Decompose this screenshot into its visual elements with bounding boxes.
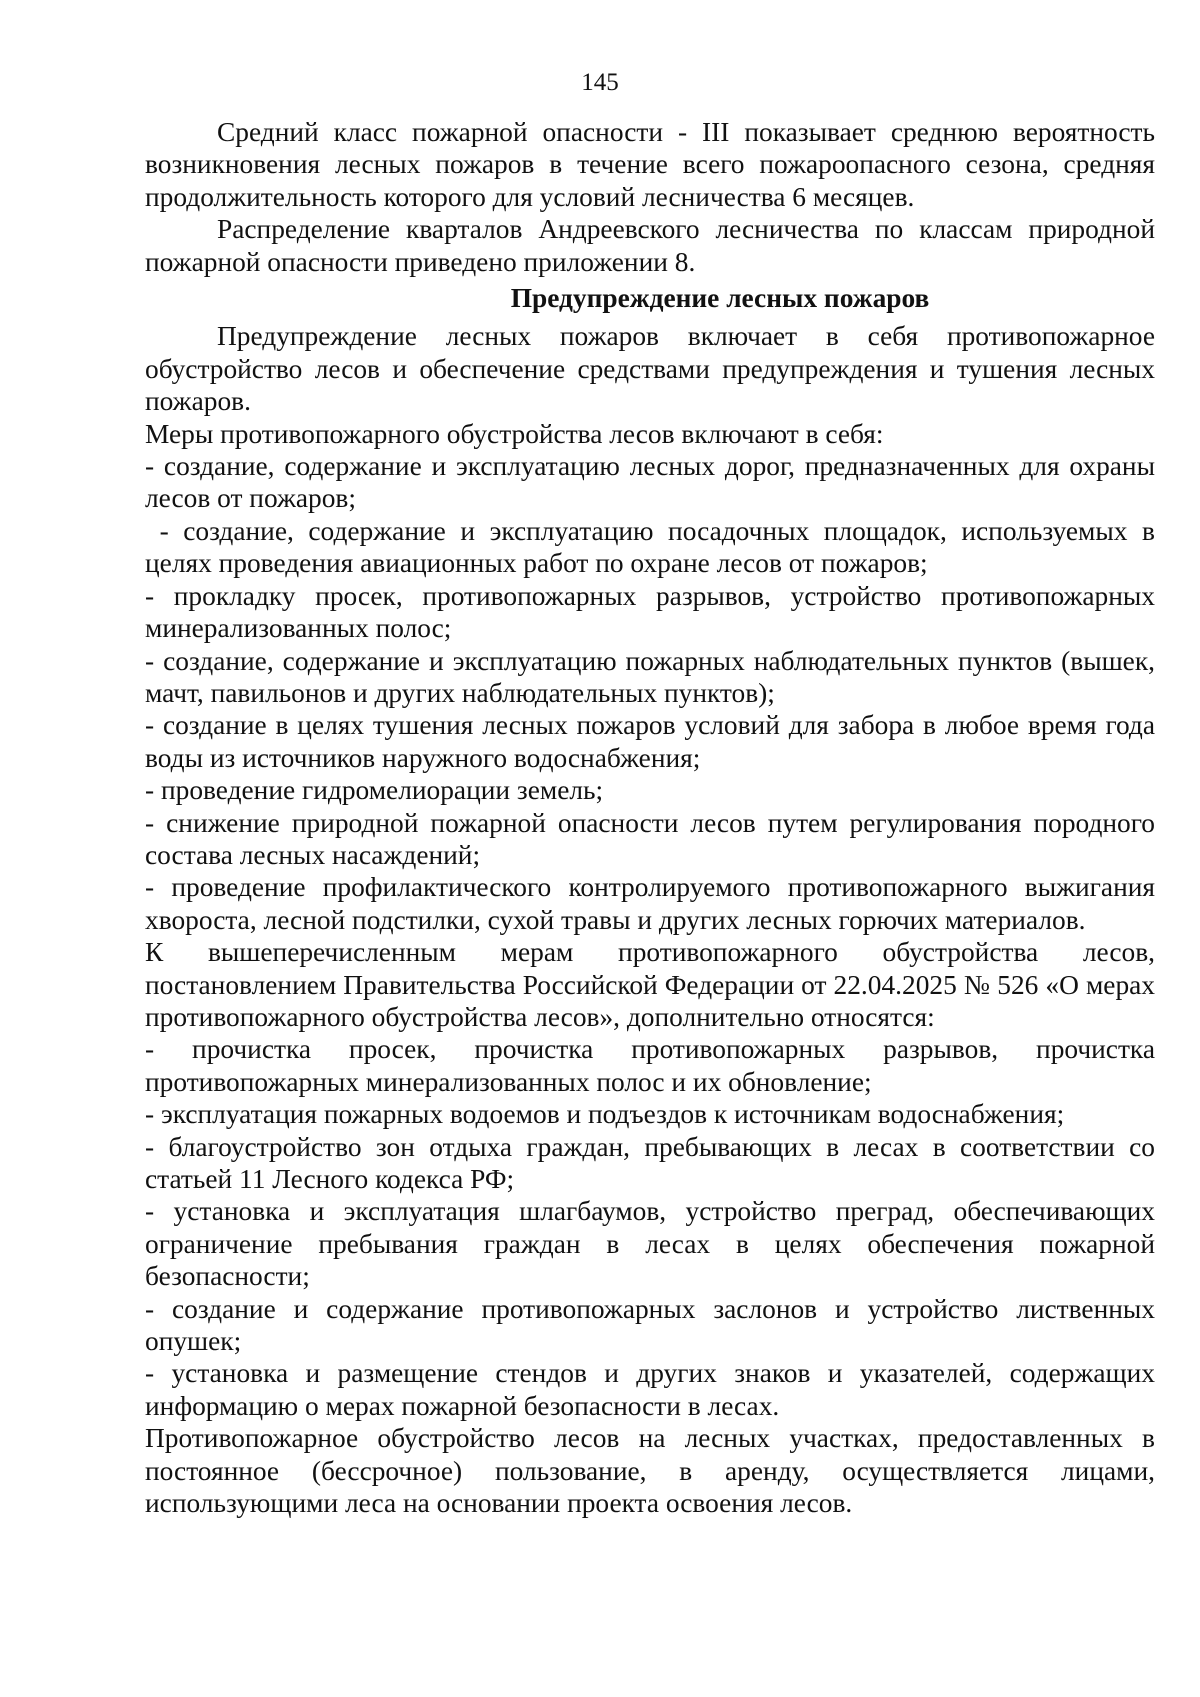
list-item-species-composition: - снижение природной пожарной опасности лесов путем регулирования породного состава лесных насаждений; bbox=[145, 807, 1155, 870]
intro-paragraph-fire-class: Средний класс пожарной опасности - III показывает среднюю вероятность возникновения лесных пожаров в течение всего пожароопасного сезона, средняя продолжительность которого для условий лесничества 6 месяцев. bbox=[145, 117, 1155, 212]
body-paragraph-measures-intro: Меры противопожарного обустройства лесов включают в себя: bbox=[145, 418, 884, 449]
list-item-barriers: - установка и эксплуатация шлагбаумов, устройство преград, обеспечивающих ограничение пребывания граждан в лесах в целях обеспечения пожарной безопасности; bbox=[145, 1196, 1155, 1292]
list-item-controlled-burning: - проведение профилактического контролируемого противопожарного выжигания хвороста, лесной подстилки, сухой травы и других лесных горючих материалов. bbox=[145, 872, 1155, 935]
list-item-water-supply: - создание в целях тушения лесных пожаров условий для забора в любое время года воды из источников наружного водоснабжения; bbox=[145, 710, 1155, 773]
section-heading: Предупреждение лесных пожаров bbox=[510, 283, 930, 314]
list-item-roads: - создание, содержание и эксплуатацию лесных дорог, предназначенных для охраны лесов от пожаров; bbox=[145, 451, 1155, 514]
list-item-hydromelioration: - проведение гидромелиорации земель; bbox=[145, 775, 604, 806]
list-item-clearings: - прокладку просек, противопожарных разрывов, устройство противопожарных минерализованных полос; bbox=[145, 580, 1155, 644]
list-item-landing-sites: - создание, содержание и эксплуатацию посадочных площадок, используемых в целях проведения авиационных работ по охране лесов от пожаров; bbox=[145, 515, 1162, 579]
intro-paragraph-distribution: Распределение кварталов Андреевского лесничества по классам природной пожарной опасности приведено приложении 8. bbox=[145, 214, 1155, 277]
list-item-observation-posts: - создание, содержание и эксплуатацию пожарных наблюдательных пунктов (вышек, мачт, павильонов и других наблюдательных пунктов); bbox=[145, 645, 1155, 708]
list-item-fire-screens: - создание и содержание противопожарных заслонов и устройство лиственных опушек; bbox=[145, 1293, 1155, 1357]
list-item-recreation-zones: - благоустройство зон отдыха граждан, пребывающих в лесах в соответствии со статьей 11 Лесного кодекса РФ; bbox=[145, 1131, 1155, 1194]
list-item-fire-ponds: - эксплуатация пожарных водоемов и подъездов к источникам водоснабжения; bbox=[145, 1099, 1065, 1130]
body-paragraph-resolution: К вышеперечисленным мерам противопожарного обустройства лесов, постановлением Правительства Российской Федерации от 22.04.2025 № 526 «О мерах противопожарного обустройства лесов», дополнительно относятся: bbox=[145, 937, 1155, 1032]
body-paragraph-leased-plots: Противопожарное обустройство лесов на лесных участках, предоставленных в постоянное (бессрочное) пользование, в аренду, осуществляется лицами, использующими леса на основании проекта освоения лесов. bbox=[145, 1423, 1155, 1519]
page-number: 145 bbox=[581, 69, 619, 96]
list-item-signs: - установка и размещение стендов и других знаков и указателей, содержащих информацию о мерах пожарной безопасности в лесах. bbox=[145, 1358, 1155, 1421]
body-paragraph-prevention: Предупреждение лесных пожаров включает в себя противопожарное обустройство лесов и обеспечение средствами предупреждения и тушения лесных пожаров. bbox=[145, 321, 1155, 417]
page-content bbox=[145, 116, 1162, 1519]
list-item-clearing-maintenance: - прочистка просек, прочистка противопожарных разрывов, прочистка противопожарных минерализованных полос и их обновление; bbox=[145, 1034, 1155, 1097]
